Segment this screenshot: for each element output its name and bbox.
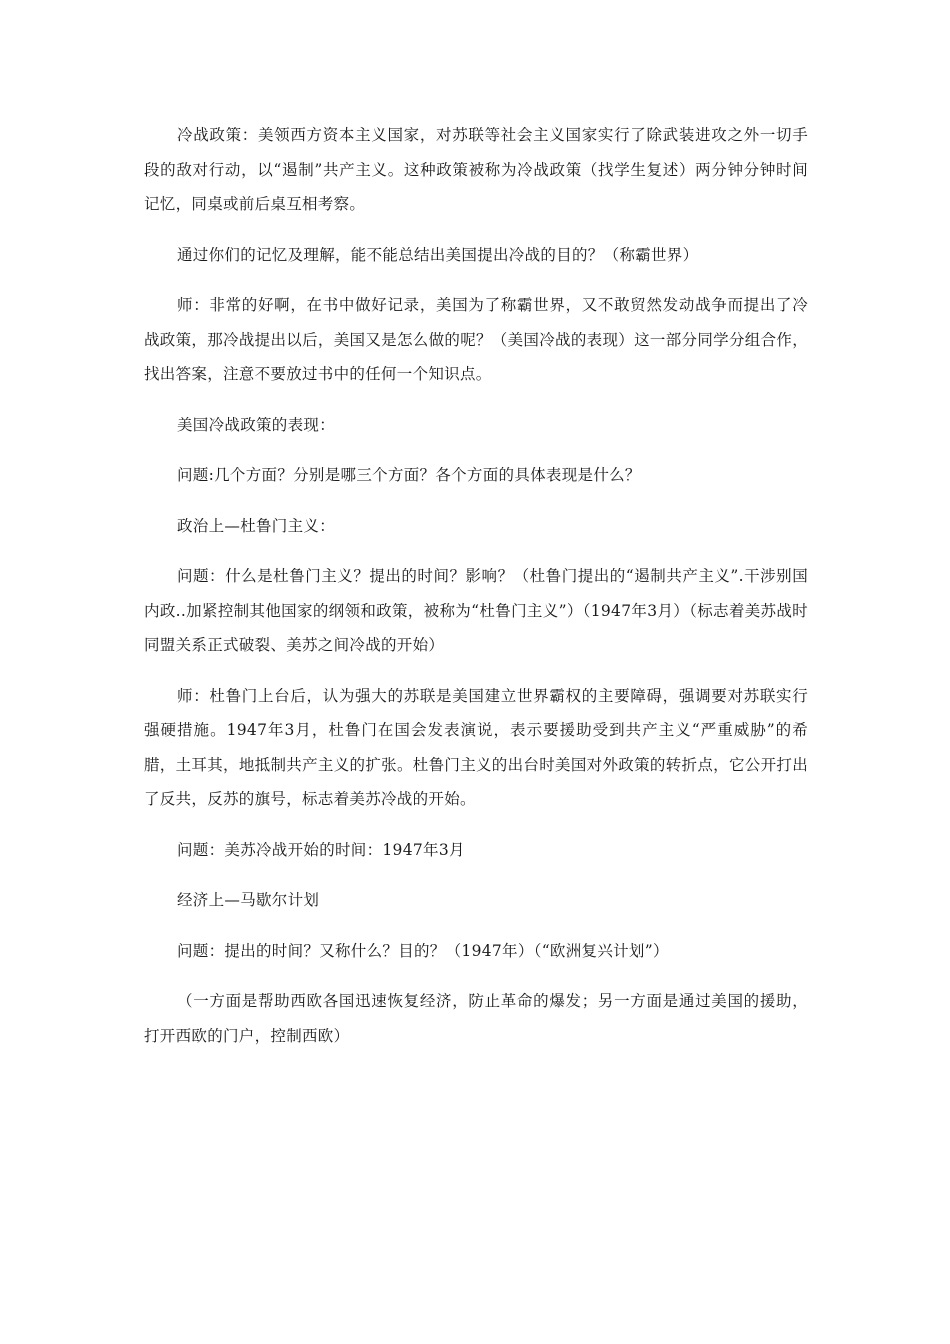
paragraph-cold-war-purpose: 通过你们的记忆及理解，能不能总结出美国提出冷战的目的？（称霸世界） [177, 245, 699, 264]
paragraph-marshall-plan-purpose: （一方面是帮助西欧各国迅速恢复经济，防止革命的爆发；另一方面是通过美国的援助，打开西欧的门户，控制西欧） [144, 992, 808, 1045]
paragraph-marshall-plan-heading: 经济上—马歇尔计划 [177, 891, 320, 909]
paragraph-question-aspects: 问题:几个方面？分别是哪三个方面？各个方面的具体表现是什么？ [177, 466, 641, 484]
paragraph-truman-doctrine-question: 问题：什么是杜鲁门主义？提出的时间？影响？（杜鲁门提出的“遏制共产主义”.干涉别国内政..加紧控制其他国家的纲领和政策，被称为“杜鲁门主义”）（1947年3月）（标志着美苏战时同盟关系正式破裂、美苏之间冷战的开始） [144, 567, 808, 654]
document-body [144, 118, 808, 1069]
paragraph-teacher-remark: 师：非常的好啊，在书中做好记录，美国为了称霸世界，又不敢贸然发动战争而提出了冷战政策，那冷战提出以后，美国又是怎么做的呢？（美国冷战的表现）这一部分同学分组合作，找出答案，注意不要放过书中的任何一个知识点。 [144, 296, 808, 383]
paragraph-truman-teacher-explanation: 师：杜鲁门上台后，认为强大的苏联是美国建立世界霸权的主要障碍，强调要对苏联实行强硬措施。1947年3月，杜鲁门在国会发表演说，表示要援助受到共产主义“严重威胁”的希腊，土耳其，地抵制共产主义的扩张。杜鲁门主义的出台时美国对外政策的转折点，它公开打出了反共，反苏的旗号，标志着美苏冷战的开始。 [144, 686, 808, 808]
paragraph-truman-doctrine-heading: 政治上—杜鲁门主义： [177, 516, 336, 535]
paragraph-cold-war-start-time: 问题：美苏冷战开始的时间：1947年3月 [177, 840, 465, 859]
paragraph-cold-war-policy: 冷战政策：美领西方资本主义国家，对苏联等社会主义国家实行了除武装进攻之外一切手段的敌对行动，以“遏制”共产主义。这种政策被称为冷战政策（找学生复述）两分钟分钟时间记忆，同桌或前后桌互相考察。 [144, 126, 808, 213]
paragraph-marshall-plan-question: 问题：提出的时间？又称什么？目的？（1947年）（“欧洲复兴计划”） [177, 941, 669, 960]
paragraph-cold-war-manifestations: 美国冷战政策的表现： [177, 415, 336, 434]
